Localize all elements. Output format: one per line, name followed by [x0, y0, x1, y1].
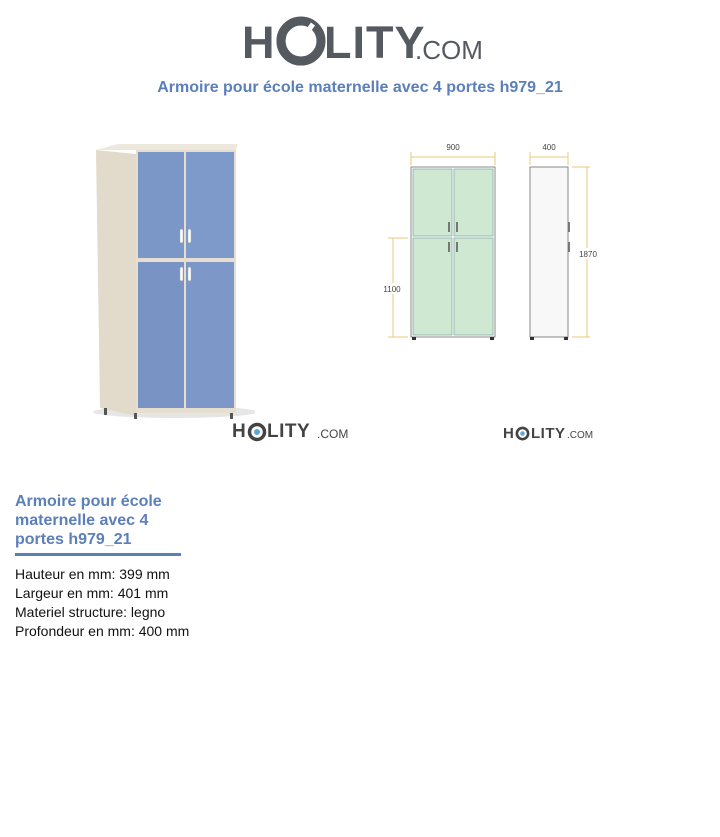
cabinet-dimension-drawing [378, 138, 603, 348]
logo-suffix: .COM [567, 430, 594, 441]
logo-letters-right: LITY [267, 421, 311, 442]
drawing-logo [503, 423, 593, 445]
spec-list [15, 565, 189, 641]
logo-letters-right: LITY [531, 425, 566, 442]
width-dimension-label: 900 [446, 143, 460, 152]
spec-material: Materiel structure: legno [15, 604, 166, 620]
brand-logo[interactable] [242, 12, 482, 68]
logo-letters-right: LITY [324, 17, 426, 68]
depth-dimension-label: 400 [542, 143, 556, 152]
logo-letters-left: H [503, 425, 515, 442]
title-divider [15, 553, 181, 556]
logo-letters-left: H [232, 421, 247, 442]
product-side-title: Armoire pour école maternelle avec 4 portes h979_21 [15, 493, 162, 548]
logo-o-icon [515, 426, 530, 441]
spec-width: Largeur en mm: 401 mm [15, 585, 169, 601]
logo-letters-left: H [242, 17, 276, 68]
cabinet-product-image [80, 132, 255, 422]
page-title: Armoire pour école maternelle avec 4 portes h979_21 [157, 79, 563, 96]
total-height-dimension-label: 1870 [579, 250, 597, 259]
logo-suffix: .COM [415, 35, 483, 65]
logo-o-icon [247, 422, 267, 442]
logo-o-icon [276, 16, 326, 66]
spec-height: Hauteur en mm: 399 mm [15, 566, 170, 582]
lower-height-dimension-label: 1100 [383, 285, 401, 294]
logo-suffix: .COM [317, 427, 349, 441]
spec-depth: Profondeur en mm: 400 mm [15, 623, 190, 639]
product-image-logo [232, 421, 352, 443]
